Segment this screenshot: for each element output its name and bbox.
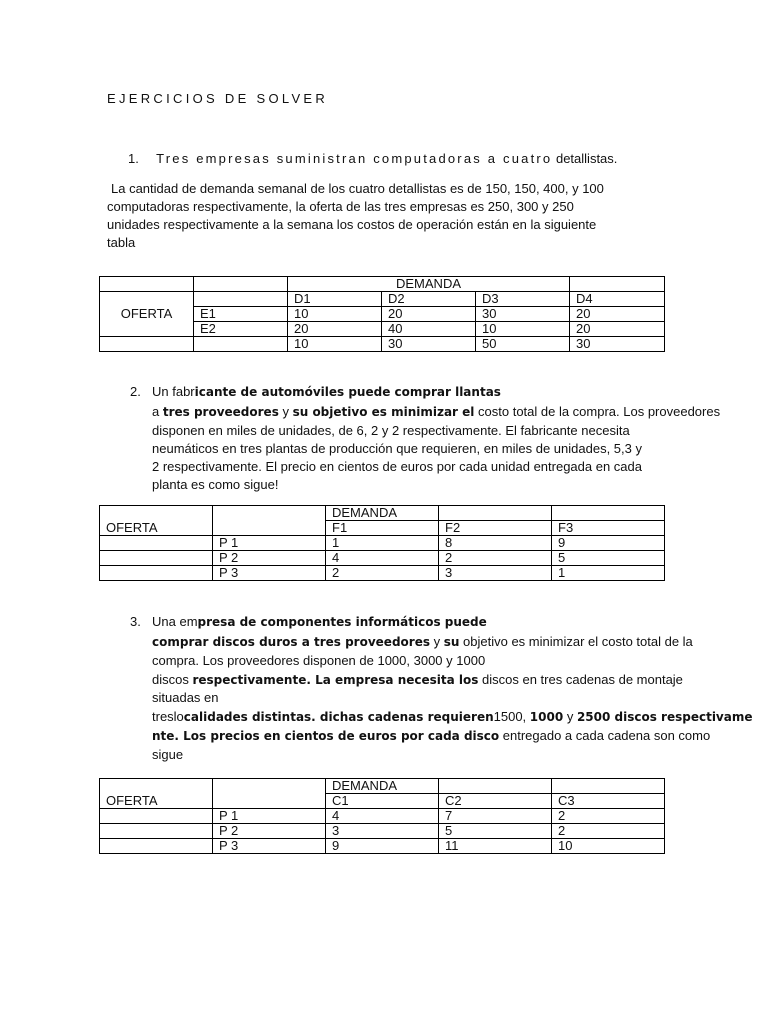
table-header-oferta: OFERTA xyxy=(100,292,194,337)
exercise-3-line-6 xyxy=(152,709,753,724)
exercise-3-line-1 xyxy=(152,614,487,629)
exercise-1-table xyxy=(99,276,665,352)
column-header: C2 xyxy=(439,794,552,809)
table-row xyxy=(100,337,665,352)
table-header-demanda: DEMANDA xyxy=(326,506,439,521)
exercise-2-line-3: disponen en miles de unidades, de 6, 2 y 2 respectivamente. El fabricante necesita xyxy=(152,423,630,438)
table-cell: 2 xyxy=(552,809,665,824)
column-header: C3 xyxy=(552,794,665,809)
table-cell: 3 xyxy=(439,566,552,581)
text-run-bold: tres proveedores xyxy=(162,405,279,419)
table-cell: 2 xyxy=(439,551,552,566)
column-header: F3 xyxy=(552,521,665,536)
table-cell: 20 xyxy=(570,322,665,337)
column-header: D4 xyxy=(570,292,665,307)
row-label: P 3 xyxy=(213,839,326,854)
text-run-bold: 2500 discos respectivame xyxy=(576,710,753,724)
table-cell: 10 xyxy=(476,322,570,337)
exercise-2-line-2 xyxy=(152,404,720,419)
table-cell: 5 xyxy=(439,824,552,839)
table-header-oferta: OFERTA xyxy=(100,521,213,536)
table-cell: 50 xyxy=(476,337,570,352)
column-header: D1 xyxy=(288,292,382,307)
row-label: E2 xyxy=(194,322,288,337)
text-run-bold: presa de componentes informáticos puede xyxy=(197,615,487,629)
table-row xyxy=(100,839,665,854)
exercise-3-number: 3. xyxy=(130,614,141,629)
table-cell: 1 xyxy=(326,536,439,551)
table-row xyxy=(100,566,665,581)
table-cell: 9 xyxy=(552,536,665,551)
row-label: P 1 xyxy=(213,809,326,824)
text-run: Una em xyxy=(152,614,198,629)
row-label: P 1 xyxy=(213,536,326,551)
exercise-1-paragraph: La cantidad de demanda semanal de los cuatro detallistas es de 150, 150, 400, y 100 computadoras respectivamente, la oferta de las tres empresas es 250, 300 y 250 unidades respectivamente a la semana los costos de operación están en la siguiente tabla xyxy=(107,181,604,250)
table-cell: 10 xyxy=(552,839,665,854)
table-cell: 3 xyxy=(326,824,439,839)
text-run: a xyxy=(152,404,163,419)
text-run-bold: comprar discos duros a tres proveedores xyxy=(152,635,430,649)
exercise-3-line-2 xyxy=(152,634,693,649)
table-row xyxy=(100,809,665,824)
text-run: discos xyxy=(152,672,193,687)
table-cell: 8 xyxy=(439,536,552,551)
exercise-2-table xyxy=(99,505,665,581)
table-cell: 30 xyxy=(382,337,476,352)
exercise-1-number: 1. xyxy=(128,151,139,166)
exercise-1-heading-rest: detallistas. xyxy=(552,151,618,166)
page-title: EJERCICIOS DE SOLVER xyxy=(107,91,329,106)
table-header-oferta: OFERTA xyxy=(100,794,213,809)
row-label: P 2 xyxy=(213,824,326,839)
table-cell: 9 xyxy=(326,839,439,854)
table-cell: 10 xyxy=(288,307,382,322)
exercise-3-line-8: sigue xyxy=(152,747,184,762)
table-cell: 7 xyxy=(439,809,552,824)
text-run-bold: su objetivo es minimizar el xyxy=(292,405,475,419)
text-run: y xyxy=(429,634,444,649)
text-run: objetivo es minimizar el costo total de la xyxy=(459,634,693,649)
row-label: P 2 xyxy=(213,551,326,566)
text-run-bold: respectivamente. La empresa necesita los xyxy=(192,673,479,687)
exercise-2-line-5: 2 respectivamente. El precio en cientos de euros por cada unidad entregada en cada xyxy=(152,459,642,474)
exercise-1-heading xyxy=(128,151,617,166)
table-cell: 10 xyxy=(288,337,382,352)
text-run-bold: calidades distintas. dichas cadenas requieren xyxy=(183,710,494,724)
table-cell: 4 xyxy=(326,551,439,566)
exercise-3-line-5: situadas en xyxy=(152,690,219,705)
text-run: y xyxy=(563,709,577,724)
table-header-demanda: DEMANDA xyxy=(326,779,439,794)
table-cell: 30 xyxy=(570,337,665,352)
table-cell: 1 xyxy=(552,566,665,581)
table-cell: 11 xyxy=(439,839,552,854)
table-cell: 2 xyxy=(552,824,665,839)
text-run: Un fabr xyxy=(152,384,195,399)
exercise-2-line-6: planta es como sigue! xyxy=(152,477,279,492)
exercise-1-heading-spaced: Tres empresas suministran computadoras a cuatro xyxy=(156,151,553,166)
table-row xyxy=(100,536,665,551)
text-run: discos en tres cadenas de montaje xyxy=(478,672,683,687)
table-row xyxy=(100,824,665,839)
table-cell: 40 xyxy=(382,322,476,337)
row-label: P 3 xyxy=(213,566,326,581)
exercise-3-table xyxy=(99,778,665,854)
text-run: entregado a cada cadena son como xyxy=(499,728,711,743)
column-header: D3 xyxy=(476,292,570,307)
column-header: F2 xyxy=(439,521,552,536)
text-run: 1500, xyxy=(493,709,530,724)
table-row xyxy=(100,551,665,566)
column-header: C1 xyxy=(326,794,439,809)
table-cell: 4 xyxy=(326,809,439,824)
table-cell: 20 xyxy=(570,307,665,322)
column-header: D2 xyxy=(382,292,476,307)
exercise-3-line-7 xyxy=(152,728,710,743)
column-header: F1 xyxy=(326,521,439,536)
exercise-2-number: 2. xyxy=(130,384,141,399)
text-run: treslo xyxy=(152,709,184,724)
exercise-2-line-4: neumáticos en tres plantas de producción que requieren, en miles de unidades, 5,3 y xyxy=(152,441,642,456)
table-header-demanda: DEMANDA xyxy=(288,277,570,292)
text-run-bold: su xyxy=(443,635,460,649)
text-run-bold: icante de automóviles puede comprar llantas xyxy=(194,385,501,399)
text-run-bold: nte. Los precios en cientos de euros por cada disco xyxy=(152,729,500,743)
table-cell: 20 xyxy=(288,322,382,337)
row-label xyxy=(194,337,288,352)
table-cell: 30 xyxy=(476,307,570,322)
exercise-3-line-3: compra. Los proveedores disponen de 1000, 3000 y 1000 xyxy=(152,653,486,668)
text-run-bold: 1000 xyxy=(529,710,564,724)
table-cell: 2 xyxy=(326,566,439,581)
row-label: E1 xyxy=(194,307,288,322)
text-run: y xyxy=(278,404,293,419)
exercise-3-line-4 xyxy=(152,672,683,687)
table-cell: 5 xyxy=(552,551,665,566)
text-run: costo total de la compra. Los proveedores xyxy=(474,404,721,419)
table-cell: 20 xyxy=(382,307,476,322)
exercise-2-line-1 xyxy=(152,384,501,399)
